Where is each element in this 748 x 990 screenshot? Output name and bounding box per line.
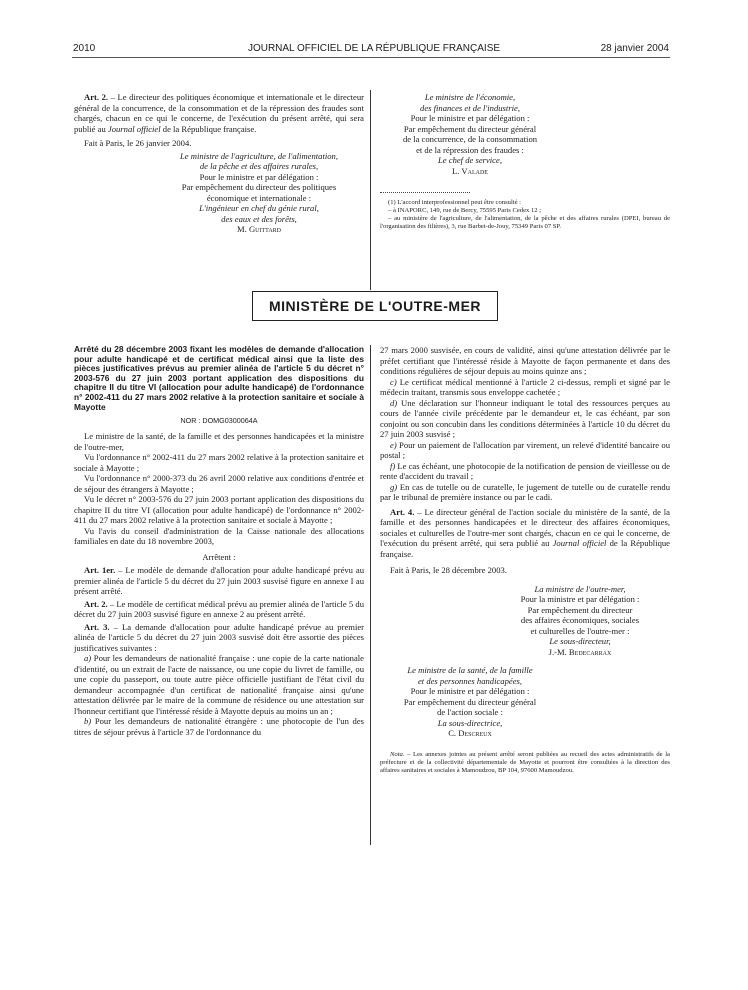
item-d: d) Une déclaration sur l'honneur indiquant le total des ressources perçues au cours de l'année civile précédente par le demandeur et, le cas échéant, par son conjoint ou son concubin dans les conditions déterminées à l'article 10 du décret du 27 juin 2003 susvisé ; xyxy=(380,397,670,439)
header-rule xyxy=(72,57,670,58)
article-1: Art. 1er. – Le modèle de demande d'allocation pour adulte handicapé prévu au premier alinéa de l'article 5 du décret du 27 juin 2003 susvisé figure en annexe I au présent arrêté. xyxy=(74,565,364,597)
decree-left-column xyxy=(74,345,364,737)
footnote-rule xyxy=(380,192,470,193)
arretent: Arrêtent : xyxy=(202,551,236,562)
preamble: Le ministre de la santé, de la famille et des personnes handicapées et la ministre de l'outre-mer, xyxy=(74,431,364,452)
previous-done-at: Fait à Paris, le 26 janvier 2004. xyxy=(84,138,192,148)
item-c: c) Le certificat médical mentionné à l'article 2 ci-dessus, rempli et signé par le médecin traitant, transmis sous enveloppe cachetée ; xyxy=(380,376,670,397)
visa-4: Vu l'avis du conseil d'administration de la Caisse nationale des allocations familiales en date du 18 novembre 2003, xyxy=(74,525,364,547)
decree-title: Arrêté du 28 décembre 2003 fixant les modèles de demande d'allocation pour adulte handicapé et de certificat médical ainsi que la liste des pièces justificatives prévus au premier alinéa de l'article 5 du décret n° 2003-576 du 27 juin 2003 portant application des dispositions du chapitre II du titre VI (allocation pour adulte handicapé) de l'ordonnance n° 2002-411 du 27 mars 2002 relative à la protection sanitaire et sociale à Mayotte xyxy=(74,344,364,412)
footnote-3: – au ministère de l'agriculture, de l'alimentation, de la pêche et des affaires rurales (DPEI, bureau de l'organisation des filières), 3, rue Barbet-de-Jouy, 75349 Paris 07 SP. xyxy=(380,215,670,230)
article-3: Art. 3. – La demande d'allocation pour adulte handicapé prévue au premier alinéa de l'article 5 du décret du 27 juin 2003 susvisé doit être assortie des pièces justificatives suivantes : xyxy=(74,621,365,653)
ministry-title: MINISTÈRE DE L'OUTRE-MER xyxy=(268,298,482,314)
item-e: e) Pour un paiement de l'allocation par virement, un relevé d'identité bancaire ou postal ; xyxy=(380,439,670,460)
footnote-1: (1) L'accord interprofessionnel peut être consulté : xyxy=(388,199,522,206)
journal-title: JOURNAL OFFICIEL DE LA RÉPUBLIQUE FRANÇAISE xyxy=(247,43,501,54)
previous-signature-1: Le ministre de l'agriculture, de l'alimentation, de la pêche et des affaires rurales, Pour le ministre et par délégation : Par empêchement du directeur des politiques économique et internationale : L'ingénieur en chef du génie rural, des eaux et des forêts, M. Guittard xyxy=(180,150,338,234)
visa-3: Vu le décret n° 2003-576 du 27 juin 2003 portant application des dispositions du chapitre II du titre VI (allocation pour adulte handicapé) de l'ordonnance n° 2002-411 du 27 mars 2002 relative à la protection sanitaire et sociale à Mayotte ; xyxy=(74,494,364,526)
decree-right-column xyxy=(380,345,670,775)
footnote-2: – à INAPORC, 149, rue de Bercy, 75595 Paris Cedex 12 ; xyxy=(388,207,542,214)
article-4: Art. 4. – Le directeur général de l'action sociale du ministère de la santé, de la famille et des personnes handicapées et le directeur des affaires économiques, sociales et culturelles de l'outre-mer sont chargés, chacun en ce qui le concerne, de l'exécution du présent arrêté, qui sera publié au Journal officiel de la République française. xyxy=(380,506,671,559)
item-g: g) En cas de tutelle ou de curatelle, le jugement de tutelle ou de curatelle rendu par le tribunal de première instance ou par le cadi. xyxy=(380,481,670,502)
item-a: a) Pour les demandeurs de nationalité française : une copie de la carte nationale d'identité, ou un extrait de l'acte de naissance, ou une copie du livret de famille, ou une copie du passeport, ou toute autre pièce officielle justifiant de l'état civil du demandeur accompagnée d'un certificat de nationalité française ainsi qu'une attestation délivrée par le maire de la commune de résidence ou une attestation sur l'honneur certifiant que l'intéressé réside à Mayotte depuis au moins un an ; xyxy=(74,653,364,716)
column-divider-main xyxy=(370,345,371,845)
decree-signature-2: Le ministre de la santé, de la famille et des personnes handicapées, Pour le ministre et par délégation : Par empêchement du directeur général de l'action sociale : La sous-directrice, C. Descreux xyxy=(403,665,537,738)
nor-reference: NOR : DOMG0300064A xyxy=(180,416,258,426)
column-divider-top xyxy=(370,90,371,290)
decree-done-at: Fait à Paris, le 28 décembre 2003. xyxy=(390,565,507,575)
visa-2: Vu l'ordonnance n° 2000-373 du 26 avril 2000 relative aux conditions d'entrée et de séjour des étrangers à Mayotte ; xyxy=(74,473,364,494)
page-number: 2010 xyxy=(73,43,96,54)
issue-date: 28 janvier 2004 xyxy=(600,43,669,54)
previous-decree-left xyxy=(74,92,364,235)
item-b-continued: 27 mars 2000 susvisée, en cours de validité, ainsi qu'une attestation délivrée par le préfet certifiant que l'intéressé réside à Mayotte de façon permanente et dans des conditions régulières de séjour depuis au moins quinze ans ; xyxy=(380,345,670,376)
previous-decree-right xyxy=(380,92,670,231)
item-b: b) Pour les demandeurs de nationalité étrangère : une photocopie de l'un des titres de séjour prévus à l'article 37 de l'ordonnance du xyxy=(74,716,364,737)
article-2: Art. 2. – Le modèle de certificat médical prévu au premier alinéa de l'article 5 du décret du 27 juin 2003 susvisé figure en annexe 2 au présent arrêté. xyxy=(74,598,364,620)
item-f: f) Le cas échéant, une photocopie de la notification de pension de vieillesse ou de rente d'accident du travail ; xyxy=(380,460,670,481)
visa-1: Vu l'ordonnance n° 2002-411 du 27 mars 2002 relative à la protection sanitaire et sociale à Mayotte ; xyxy=(74,452,364,473)
nota: Nota. – Les annexes jointes au présent arrêté seront publiées au recueil des actes administratifs de la préfecture et de la collectivité départementale de Mayotte et pourront être consultées à la direction des affaires sanitaires et sociales à Mamoudzou, BP 104, 97600 Mamoudzou. xyxy=(380,750,670,774)
ministry-banner xyxy=(252,291,498,321)
previous-article-2: Art. 2. – Le directeur des politiques économique et internationale et le directeur général de la concurrence, de la consommation et de la répression des fraudes sont chargés, chacun en ce qui le concerne, de l'exécution du présent arrêté, qui sera publié au Journal officiel de la République française. xyxy=(74,92,364,134)
decree-signature-1: La ministre de l'outre-mer, Pour la ministre et par délégation : Par empêchement du directeur des affaires économiques, sociales et culturelles de l'outre-mer : Le sous-directeur, J.-M. Bedecarrax xyxy=(520,583,640,657)
previous-signature-2: Le ministre de l'économie, des finances et de l'industrie, Pour le ministre et par délégation : Par empêchement du directeur général de la concurrence, de la consommation et de la répression des fraudes : Le chef de service, L. Valade xyxy=(402,92,538,176)
